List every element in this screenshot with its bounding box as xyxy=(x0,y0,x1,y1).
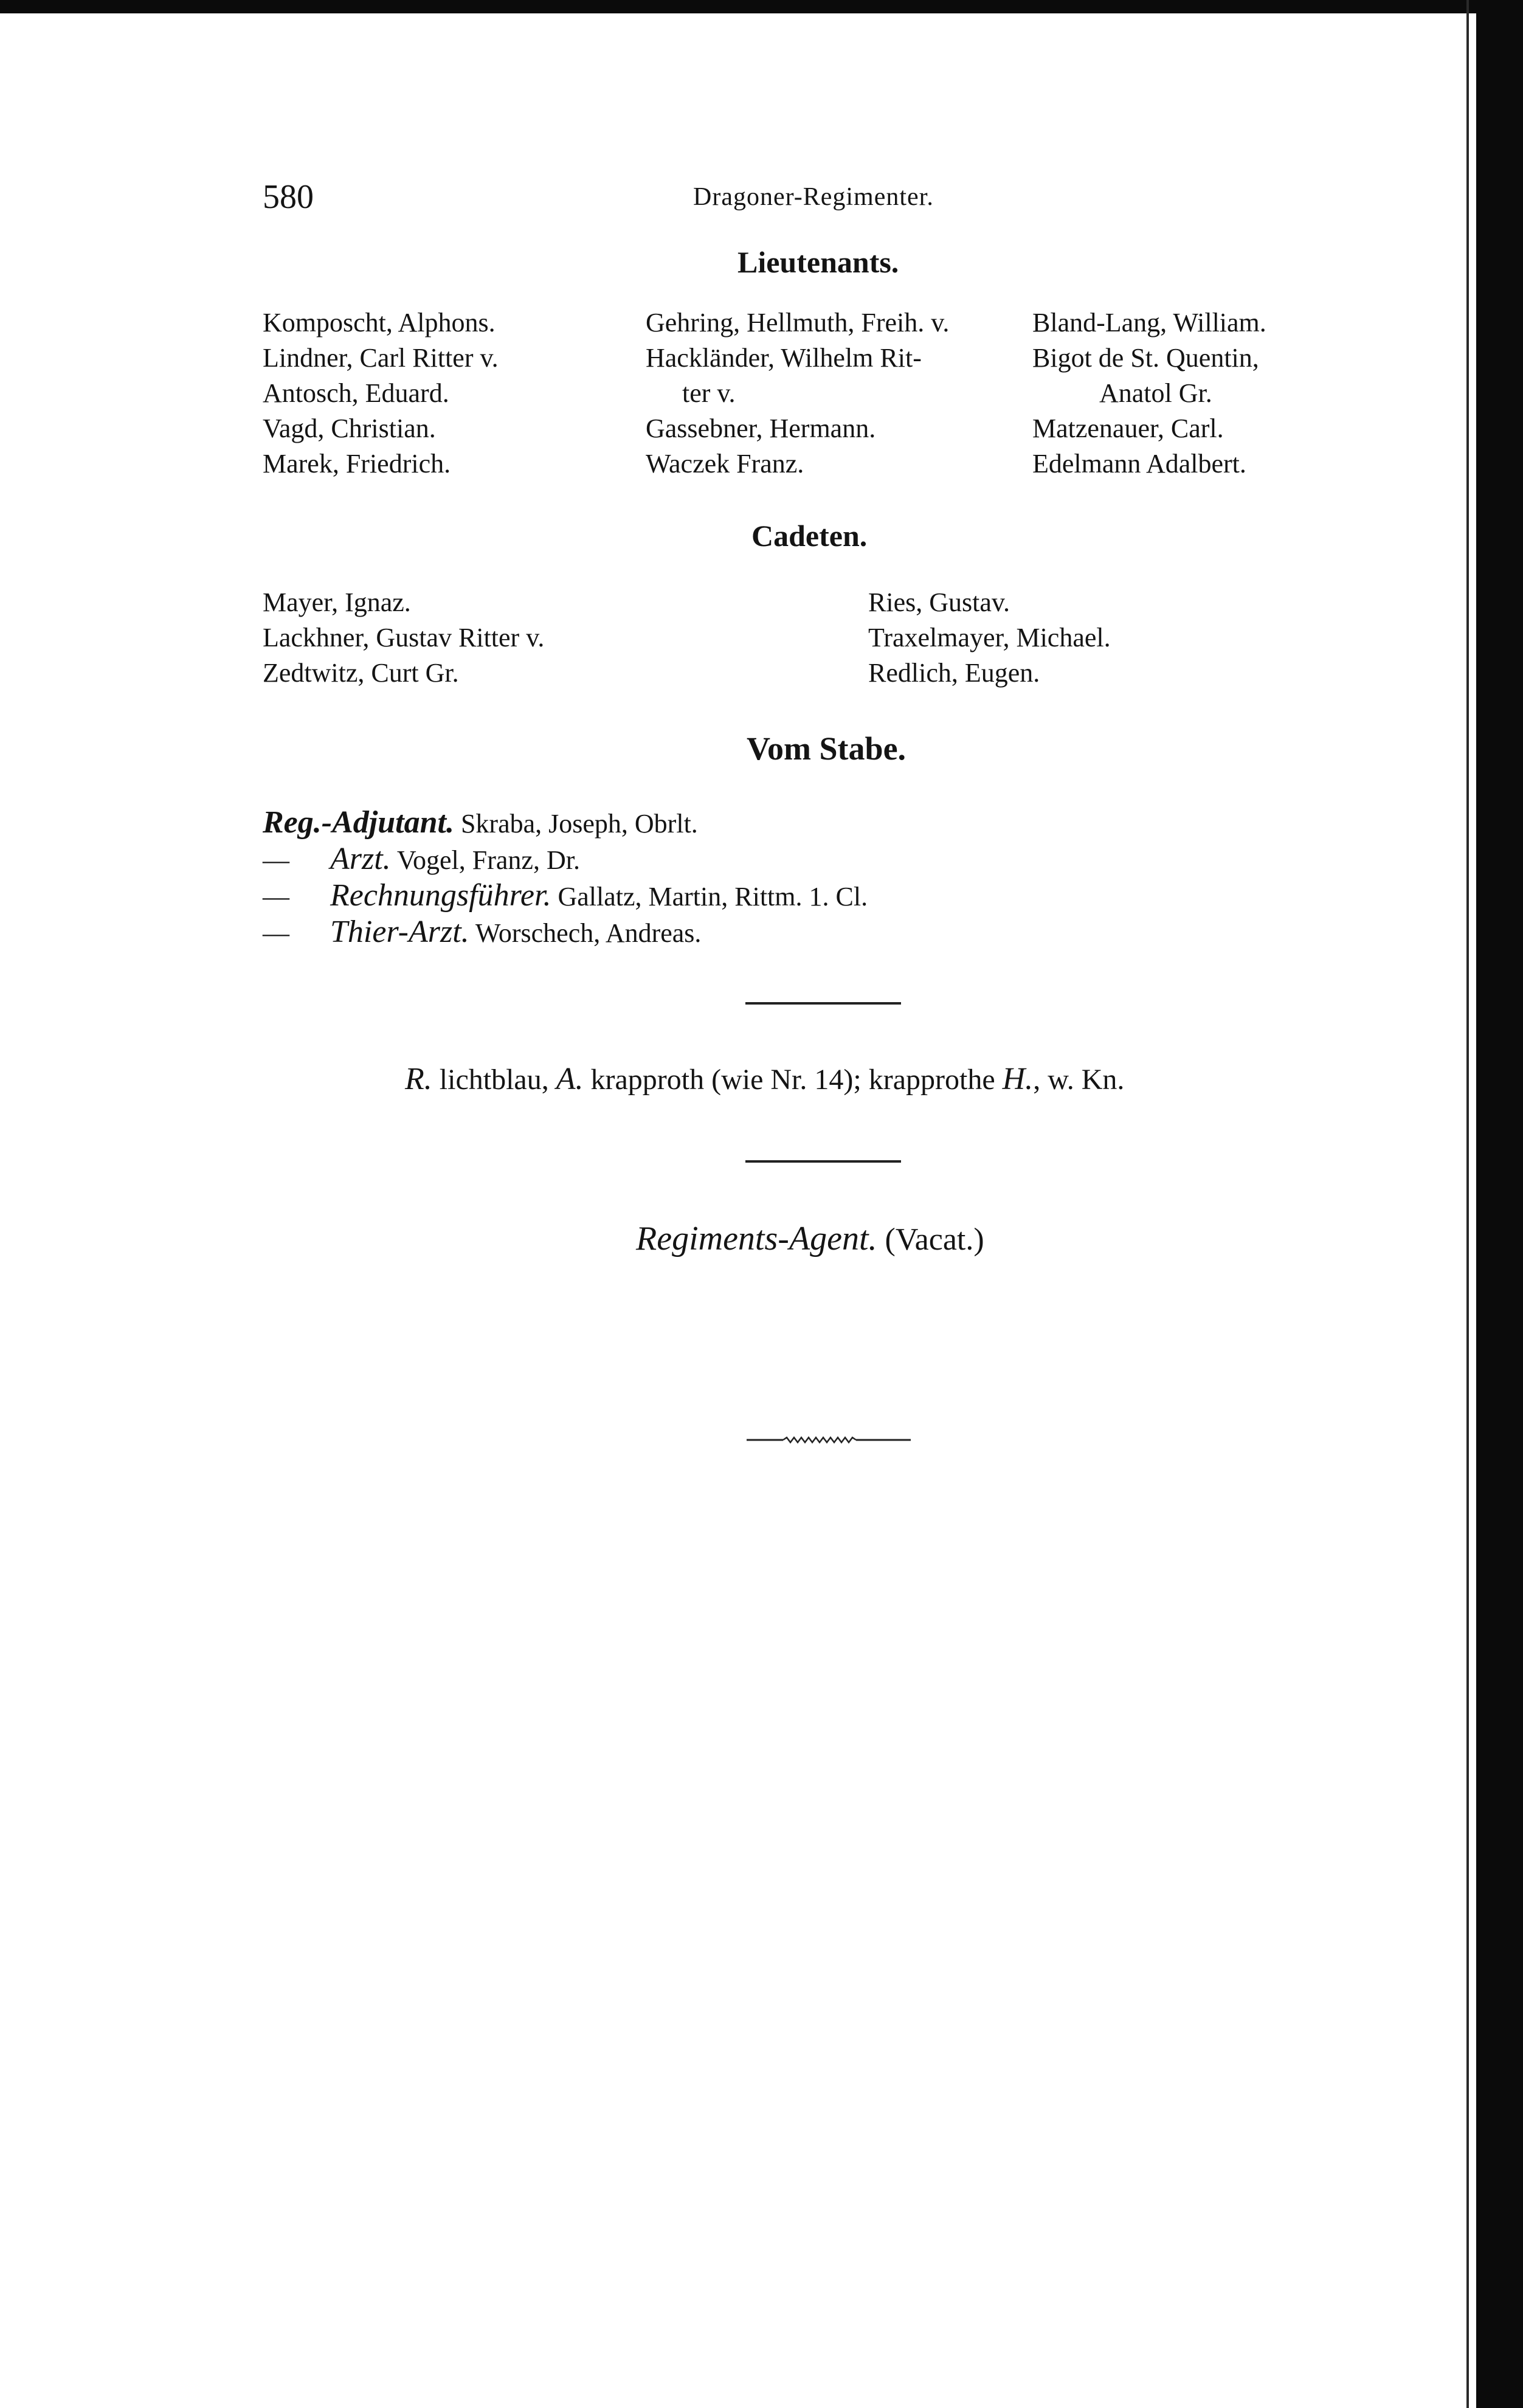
uniform-r-text: lichtblau, xyxy=(439,1064,549,1096)
list-item: Bland-Lang, William. xyxy=(1032,308,1266,337)
list-item: ter v. xyxy=(682,378,736,408)
list-item: Antosch, Eduard. xyxy=(263,378,449,408)
list-item: Gehring, Hellmuth, Freih. v. xyxy=(646,308,950,337)
list-item: Marek, Friedrich. xyxy=(263,449,451,479)
uniform-h-label: H. xyxy=(1002,1062,1034,1096)
stabe-dash: — xyxy=(263,918,289,948)
list-item: Komposcht, Alphons. xyxy=(263,308,496,337)
stabe-entry xyxy=(263,878,868,915)
stabe-entry xyxy=(263,915,868,951)
section-title-stabe: Vom Stabe. xyxy=(747,730,907,767)
cadeten-column-1 xyxy=(263,585,544,691)
stabe-entry xyxy=(263,805,868,842)
list-item: Hackländer, Wilhelm Rit- xyxy=(646,343,922,373)
section-title-cadeten: Cadeten. xyxy=(751,519,868,553)
stabe-list xyxy=(263,805,868,951)
scan-border-right xyxy=(1476,0,1523,2408)
page-number: 580 xyxy=(263,178,314,216)
list-item: Bigot de St. Quentin, xyxy=(1032,343,1259,373)
list-item: Waczek Franz. xyxy=(646,449,804,479)
agent-label: Regiments-Agent. xyxy=(636,1220,877,1258)
stabe-name: Vogel, Franz, Dr. xyxy=(396,845,580,875)
list-item: Lindner, Carl Ritter v. xyxy=(263,343,499,373)
agent-value: (Vacat.) xyxy=(885,1222,984,1257)
agent-line xyxy=(636,1221,984,1258)
uniform-r-label: R. xyxy=(405,1062,432,1096)
stabe-role: Reg.-Adjutant. xyxy=(263,805,454,840)
list-item: Zedtwitz, Curt Gr. xyxy=(263,658,459,688)
divider-rule xyxy=(745,1160,901,1163)
lieutenants-column-2 xyxy=(646,305,949,482)
uniform-a-text: krapproth (wie Nr. 14); krapprothe xyxy=(590,1064,995,1096)
list-item: Traxelmayer, Michael. xyxy=(868,623,1111,652)
divider-rule xyxy=(745,1002,901,1005)
stabe-name: Gallatz, Martin, Rittm. 1. Cl. xyxy=(558,882,868,912)
uniform-a-label: A. xyxy=(556,1062,584,1096)
scan-border-top xyxy=(0,0,1523,13)
stabe-dash: — xyxy=(263,845,289,875)
cadeten-column-2 xyxy=(868,585,1111,691)
uniform-h-text: , w. Kn. xyxy=(1033,1064,1125,1096)
stabe-dash: — xyxy=(263,882,289,912)
list-item: Mayer, Ignaz. xyxy=(263,587,411,617)
scan-border-line xyxy=(1466,0,1469,2408)
lieutenants-column-3 xyxy=(1032,305,1266,482)
list-item: Redlich, Eugen. xyxy=(868,658,1040,688)
stabe-entry xyxy=(263,842,868,878)
lieutenants-column-1 xyxy=(263,305,499,482)
list-item: Edelmann Adalbert. xyxy=(1032,449,1246,479)
list-item: Ries, Gustav. xyxy=(868,587,1010,617)
list-item: Vagd, Christian. xyxy=(263,413,436,443)
list-item: Matzenauer, Carl. xyxy=(1032,413,1224,443)
list-item: Lackhner, Gustav Ritter v. xyxy=(263,623,545,652)
stabe-name: Worschech, Andreas. xyxy=(475,918,702,948)
uniform-line xyxy=(405,1062,1124,1098)
list-item: Anatol Gr. xyxy=(1099,378,1212,408)
list-item: Gassebner, Hermann. xyxy=(646,413,876,443)
stabe-name: Skraba, Joseph, Obrlt. xyxy=(460,809,698,839)
stabe-role: Rechnungsführer. xyxy=(330,878,551,913)
ornament-end-rule xyxy=(747,1433,911,1447)
stabe-role: Thier-Arzt. xyxy=(330,915,469,949)
stabe-role: Arzt. xyxy=(330,842,391,876)
running-title: Dragoner-Regimenter. xyxy=(693,183,934,211)
section-title-lieutenants: Lieutenants. xyxy=(737,245,899,279)
